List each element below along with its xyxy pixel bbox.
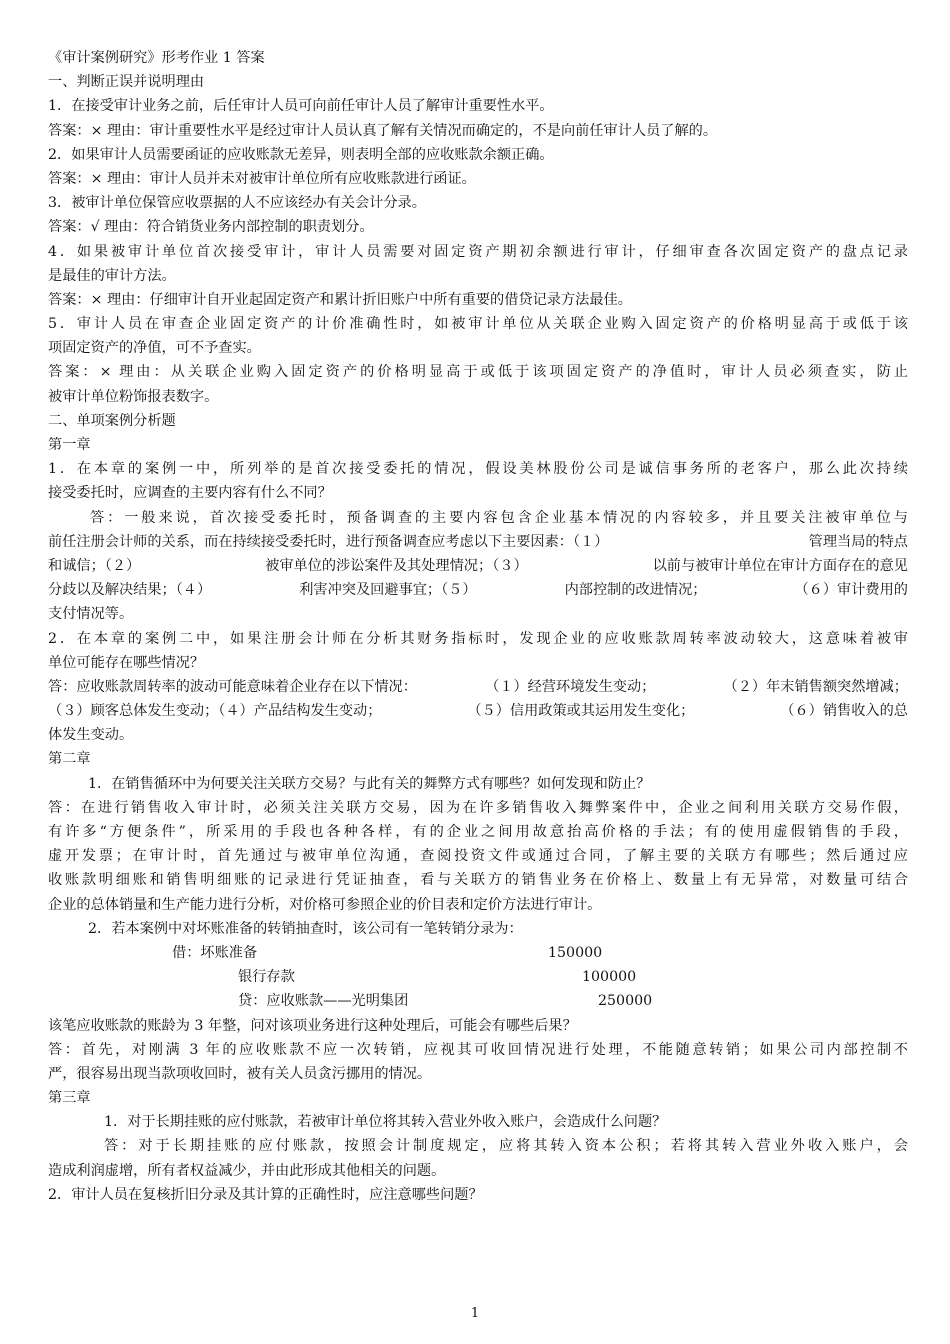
text-span: （１）经营环境发生变动；: [485, 678, 656, 695]
answer-line: 答：对于长期挂账的应付账款，按照会计制度规定，应将其转入资本公积；若将其转入营业外收入账户，会: [104, 1138, 908, 1155]
question-line: 单位可能存在哪些情况？: [48, 654, 205, 671]
question-line: 项固定资产的净值，可不予查实。: [48, 340, 261, 357]
text-span: 前任注册会计师的关系，而在持续接受委托时，进行预备调查应考虑以下主要因素：（１）: [48, 533, 609, 550]
question-line: 2．在本章的案例二中，如果注册会计师在分析其财务指标时，发现企业的应收账款周转率波动较大，这意味着被审: [48, 630, 908, 647]
page-number: 1: [470, 1306, 480, 1321]
answer-line: 答案：√ 理由：符合销货业务内部控制的职责划分。: [48, 219, 374, 236]
text-span: （３）顾客总体发生变动；（４）产品结构发生变动；: [48, 703, 382, 720]
chapter-heading: 第二章: [48, 751, 91, 768]
question-line: 接受委托时，应调查的主要内容有什么不同？: [48, 485, 332, 502]
answer-line: 体发生变动。: [48, 727, 134, 744]
text-span: 答：应收账款周转率的波动可能意味着企业存在以下情况：: [48, 678, 417, 695]
chapter-heading: 第三章: [48, 1090, 91, 1107]
question-line: 是最佳的审计方法。: [48, 267, 176, 284]
text-span: （６）销售收入的总: [780, 703, 908, 720]
answer-line: 有许多“方便条件”，所采用的手段也各种各样，有的企业之间用故意抬高价格的手法；有的使用虚假销售的手段，: [48, 824, 908, 840]
section-heading: 一、判断正误并说明理由: [48, 74, 205, 91]
answer-line: 严，很容易出现当款项收回时，被有关人员贪污挪用的情况。: [48, 1065, 432, 1082]
question-line: 该笔应收账款的账龄为 3 年整，问对该项业务进行这种处理后，可能会有哪些后果？: [48, 1017, 577, 1034]
credit-amount: 250000: [598, 993, 653, 1010]
question-line: 1．在本章的案例一中，所列举的是首次接受委托的情况，假设美林股份公司是诚信事务所的老客户，那么此次持续: [48, 461, 908, 478]
question-line: 2．审计人员在复核折旧分录及其计算的正确性时，应注意哪些问题？: [48, 1186, 483, 1203]
text-span: （６）审计费用的: [794, 582, 908, 599]
answer-line: [48, 699, 908, 723]
text-span: 被审单位的涉讼案件及其处理情况；（３）: [265, 557, 528, 574]
question-line: 3．被审计单位保管应收票据的人不应该经办有关会计分录。: [48, 195, 426, 212]
question-line: 1．在接受审计业务之前，后任审计人员可向前任审计人员了解审计重要性水平。: [48, 98, 554, 115]
chapter-heading: 第一章: [48, 437, 91, 453]
journal-entry-credit: [48, 989, 908, 1013]
answer-line: 虚开发票；在审计时，首先通过与被审单位沟通，查阅投资文件或通过合同，了解主要的关联方有哪些；然后通过应: [48, 848, 908, 865]
answer-line: [48, 554, 908, 578]
bank-account: 银行存款: [238, 969, 295, 986]
answer-line: 答案：× 理由：从关联企业购入固定资产的价格明显高于或低于该项固定资产的净值时，审计人员必须查实，防止: [48, 364, 908, 381]
answer-line: [48, 578, 908, 602]
bank-amount: 100000: [582, 969, 637, 986]
text-span: 以前与被审计单位在审计方面存在的意见: [652, 557, 908, 574]
question-line: 1．对于长期挂账的应付账款，若被审计单位将其转入营业外收入账户，会造成什么问题？: [104, 1114, 667, 1131]
section-heading: 二、单项案例分析题: [48, 412, 176, 429]
text-span: （２）年末销售额突然增减；: [723, 678, 908, 695]
answer-line: 答：一般来说，首次接受委托时，预备调查的主要内容包含企业基本情况的内容较多，并且要关注被审单位与: [90, 509, 908, 526]
answer-line: 收账款明细账和销售明细账的记录进行凭证抽查，看与关联方的销售业务在价格上、数量上有无异常，对数量可结合: [48, 872, 908, 889]
question-line: 5．审计人员在审查企业固定资产的计价准确性时，如被审计单位从关联企业购入固定资产的价格明显高于或低于该: [48, 316, 908, 333]
text-span: 内部控制的改进情况；: [564, 582, 707, 599]
answer-line: 答案：× 理由：审计人员并未对被审计单位所有应收账款进行函证。: [48, 170, 476, 187]
debit-amount: 150000: [548, 944, 603, 961]
answer-line: [48, 675, 908, 699]
question-line: 2．若本案例中对坏账准备的转销抽查时，该公司有一笔转销分录为：: [88, 920, 523, 937]
answer-line: 答案：× 理由：仔细审计自开业起固定资产和累计折旧账户中所有重要的借贷记录方法最佳。: [48, 291, 632, 308]
answer-line: 答：在进行销售收入审计时，必须关注关联方交易，因为在许多销售收入舞弊案件中，企业之间利用关联方交易作假，: [48, 799, 908, 816]
text-span: 分歧以及解决结果；（４）: [48, 582, 212, 599]
question-line: 4．如果被审计单位首次接受审计，审计人员需要对固定资产期初余额进行审计，仔细审查各次固定资产的盘点记录: [48, 243, 908, 260]
text-span: 利害冲突及回避事宜；（５）: [299, 582, 477, 599]
debit-account: 借：坏账准备: [172, 944, 258, 961]
credit-account: 贷：应收账款——光明集团: [238, 993, 409, 1010]
answer-line: [48, 530, 908, 554]
answer-line: 被审计单位粉饰报表数字。: [48, 388, 219, 405]
answer-line: 造成利润虚增，所有者权益减少，并由此形成其他相关的问题。: [48, 1162, 446, 1179]
question-line: 2．如果审计人员需要函证的应收账款无差异，则表明全部的应收账款余额正确。: [48, 146, 554, 163]
journal-entry-debit: [48, 941, 908, 965]
document-title: 《审计案例研究》形考作业 1 答案: [48, 50, 265, 66]
answer-line: 支付情况等。: [48, 606, 134, 623]
text-span: （５）信用政策或其运用发生变化；: [467, 703, 695, 720]
answer-line: 答案：× 理由：审计重要性水平是经过审计人员认真了解有关情况而确定的，不是向前任审计人员了解的。: [48, 122, 718, 139]
document-page: [48, 46, 908, 1207]
question-line: 1．在销售循环中为何要关注关联方交易？与此有关的舞弊方式有哪些？如何发现和防止？: [88, 775, 651, 792]
journal-entry-bank: [48, 965, 908, 989]
text-span: 和诚信；（２）: [48, 557, 141, 574]
answer-line: 答：首先，对刚满 3 年的应收账款不应一次转销，应视其可收回情况进行处理，不能随意转销；如果公司内部控制不: [48, 1041, 908, 1058]
text-span: 管理当局的特点: [808, 533, 908, 550]
answer-line: 企业的总体销量和生产能力进行分析，对价格可参照企业的价目表和定价方法进行审计。: [48, 896, 602, 913]
